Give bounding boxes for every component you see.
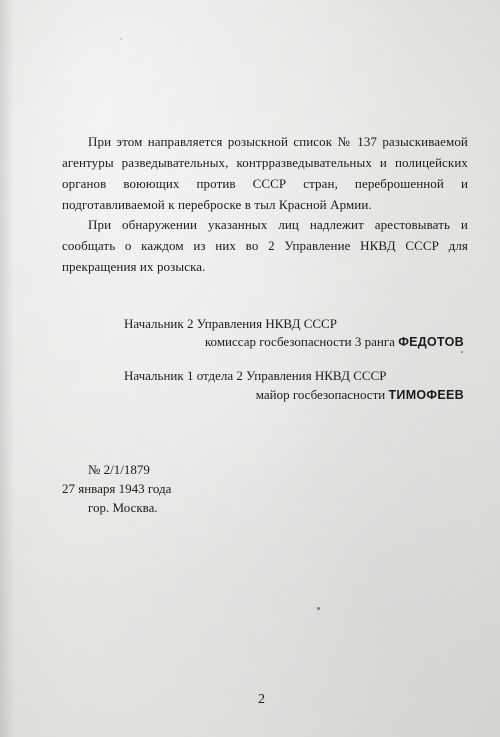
signature-1-title: Начальник 2 Управления НКВД СССР — [124, 316, 337, 331]
signature-2-title: Начальник 1 отдела 2 Управления НКВД СССР — [124, 368, 387, 383]
document-date: 27 января 1943 года — [62, 481, 172, 496]
signature-2-rank-line — [256, 386, 464, 404]
page-number: 2 — [258, 692, 265, 707]
signature-1-rank-line — [205, 333, 464, 351]
signature-1-rank: комиссар госбезопасности 3 ранга — [204, 334, 395, 349]
letter-paragraph-2: При обнаружении указанных лиц надлежит арестовывать и сообщать о каждом из них во 2 Управление НКВД СССР для прекращения их розыска. — [62, 217, 468, 274]
letter-paragraph-1: При этом направляется розыскной список № 137 разыскиваемой агентуры разведывательных, контрразведывательных и полицейских органов воюющих против СССР стран, переброшенной и подготавливаемой к переброске в тыл Красной Армии. — [62, 134, 468, 212]
document-place: гор. Москва. — [88, 500, 158, 515]
signature-1-name: ФЕДОТОВ — [398, 335, 464, 349]
page-edge-shadow — [0, 0, 14, 737]
paper-speck — [461, 351, 463, 353]
document-number: № 2/1/1879 — [88, 462, 150, 477]
signature-2-rank: майор госбезопасности — [255, 387, 386, 402]
paper-speck — [120, 38, 122, 40]
signature-2-name: ТИМОФЕЕВ — [388, 388, 464, 402]
paper-speck — [317, 607, 320, 610]
